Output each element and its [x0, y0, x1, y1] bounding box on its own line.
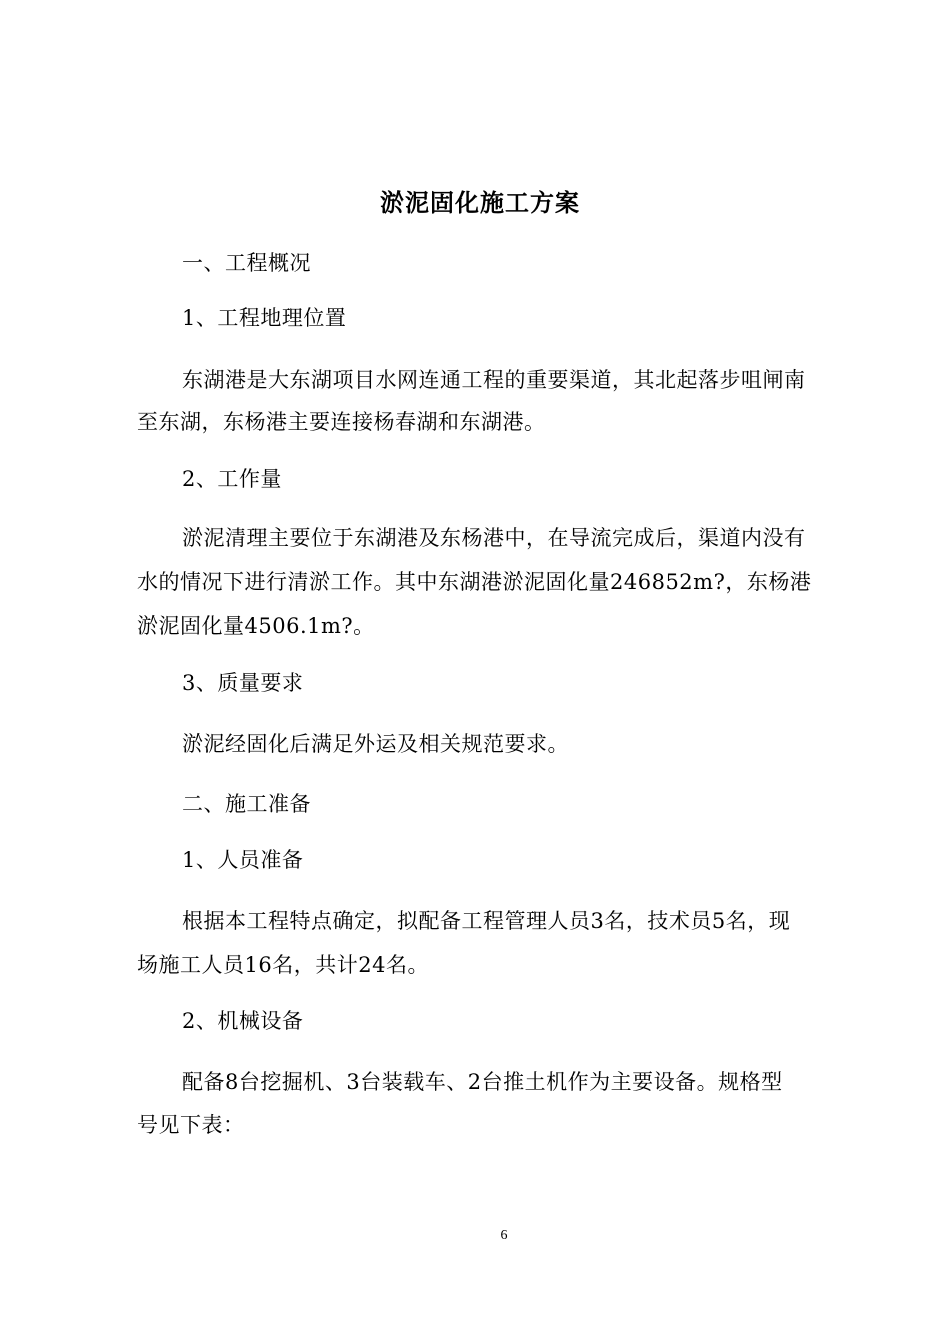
paragraph-line: 配备8台挖掘机、3台装载车、2台推土机作为主要设备。规格型: [182, 1070, 783, 1094]
document-title: 淤泥固化施工方案: [380, 189, 580, 217]
subsection-heading-personnel: 1、人员准备: [182, 848, 304, 872]
subsection-heading-workload: 2、工作量: [182, 467, 282, 491]
paragraph-line: 水的情况下进行清淤工作。其中东湖港淤泥固化量246852m?，东杨港: [137, 570, 812, 594]
paragraph-line: 场施工人员16名，共计24名。: [137, 953, 429, 977]
paragraph-line: 淤泥清理主要位于东湖港及东杨港中，在导流完成后，渠道内没有: [182, 526, 806, 550]
section-heading-project-overview: 一、工程概况: [182, 251, 311, 275]
paragraph-line: 淤泥经固化后满足外运及相关规范要求。: [182, 732, 569, 756]
paragraph-line: 根据本工程特点确定，拟配备工程管理人员3名，技术员5名，现: [182, 909, 791, 933]
subsection-heading-quality: 3、质量要求: [182, 671, 304, 695]
paragraph-line: 东湖港是大东湖项目水网连通工程的重要渠道，其北起落步咀闸南: [182, 368, 806, 392]
subsection-heading-machinery: 2、机械设备: [182, 1009, 304, 1033]
subsection-heading-location: 1、工程地理位置: [182, 306, 347, 330]
paragraph-line: 淤泥固化量4506.1m?。: [137, 614, 375, 638]
paragraph-line: 至东湖，东杨港主要连接杨春湖和东湖港。: [137, 410, 546, 434]
section-heading-construction-prep: 二、施工准备: [182, 792, 311, 816]
page-number: 6: [500, 1228, 508, 1243]
paragraph-line: 号见下表：: [137, 1113, 245, 1137]
